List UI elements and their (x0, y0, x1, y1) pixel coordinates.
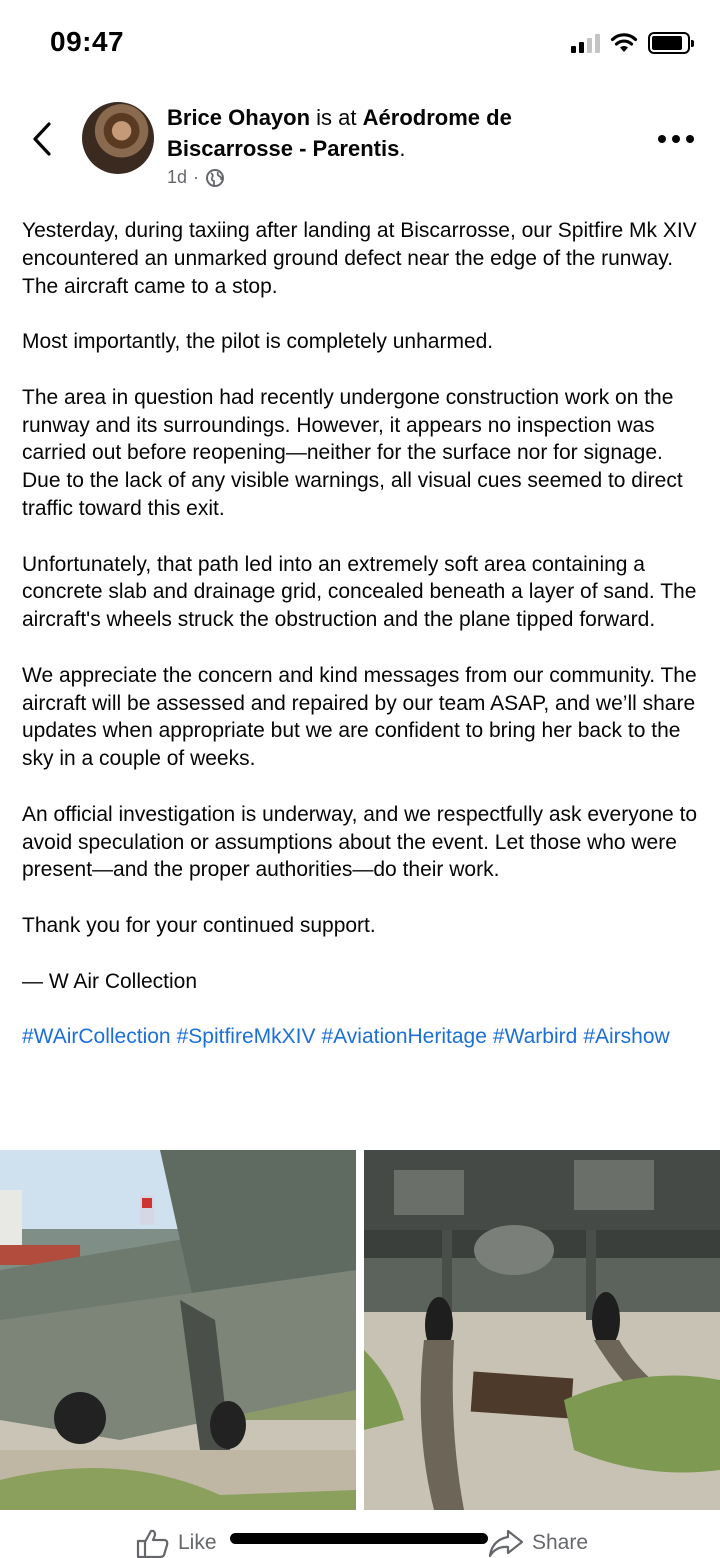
hashtag-link[interactable]: #AviationHeritage (321, 1025, 487, 1049)
hashtag-list (22, 1023, 702, 1051)
more-dot-icon (686, 135, 694, 143)
landing-gear-damage-photo (364, 1150, 720, 1510)
post-paragraph: We appreciate the concern and kind messages from our community. The aircraft will be assessed and repaired by our team ASAP, and we’ll share updates when appropriate but we are confident to bring her back to the sky in a couple of weeks. (22, 663, 697, 771)
author-name[interactable]: Brice Ohayon (167, 105, 311, 130)
post-paragraph: Most importantly, the pilot is completely unharmed. (22, 330, 494, 354)
back-button[interactable] (22, 116, 62, 162)
post-paragraph: Yesterday, during taxiing after landing at Biscarrosse, our Spitfire Mk XIV encountered an unmarked ground defect near the edge of the runway. The aircraft came to a stop. (22, 219, 697, 298)
post-time[interactable]: 1d (167, 167, 188, 187)
location-link[interactable]: Aérodrome de Biscarrosse - Parentis (167, 105, 512, 161)
more-dot-icon (672, 135, 680, 143)
cellular-signal-icon (571, 33, 600, 53)
status-time: 09:47 (50, 26, 125, 57)
post-paragraph: An official investigation is underway, and we respectfully ask everyone to avoid speculation or assumptions about the event. Let those who were present—and the proper authorities—do their work. (22, 802, 698, 882)
share-button[interactable] (488, 1528, 588, 1558)
post-header (167, 102, 617, 164)
post-body (22, 217, 702, 1051)
location-suffix: . (399, 136, 406, 161)
status-icons (571, 30, 690, 56)
post-paragraph: Unfortunately, that path led into an extremely soft area containing a concrete slab and drainage grid, concealed beneath a layer of sand. The aircraft's wheels struck the obstruction and the plane tipped forward. (22, 552, 697, 632)
more-dot-icon (658, 135, 666, 143)
wifi-icon (610, 32, 638, 54)
chevron-left-icon (31, 121, 53, 157)
like-button[interactable] (136, 1528, 217, 1558)
more-options-button[interactable] (658, 126, 694, 152)
hashtag-link[interactable]: #Warbird (492, 1025, 578, 1049)
connector-text: is at (316, 105, 357, 130)
post-paragraph: — W Air Collection (22, 969, 198, 993)
share-label: Share (532, 1531, 589, 1554)
post-photo[interactable] (364, 1150, 720, 1510)
author-avatar[interactable] (82, 102, 154, 174)
post-photo[interactable] (0, 1150, 356, 1510)
status-bar (0, 0, 720, 86)
like-label: Like (178, 1531, 217, 1554)
post-paragraph: The area in question had recently undergone construction work on the runway and its surroundings. However, it appears no inspection was carried out before reopening—neither for the surface nor for signage. Due to the lack of any visible warnings, all visual cues seemed to direct traffic toward this exit. (22, 385, 683, 520)
spitfire-side-photo (0, 1150, 356, 1510)
globe-icon (205, 168, 225, 188)
post-meta (167, 167, 225, 188)
share-arrow-icon (488, 1528, 524, 1558)
meta-separator: · (193, 167, 200, 187)
hashtag-link[interactable]: #Airshow (583, 1025, 670, 1049)
post-paragraph: Thank you for your continued support. (22, 913, 376, 937)
photo-grid (0, 1150, 720, 1510)
thumbs-up-icon (136, 1528, 170, 1558)
hashtag-link[interactable]: #SpitfireMkXIV (176, 1025, 316, 1049)
home-indicator[interactable] (230, 1533, 488, 1544)
hashtag-link[interactable]: #WAirCollection (22, 1025, 171, 1049)
battery-icon (648, 32, 690, 54)
